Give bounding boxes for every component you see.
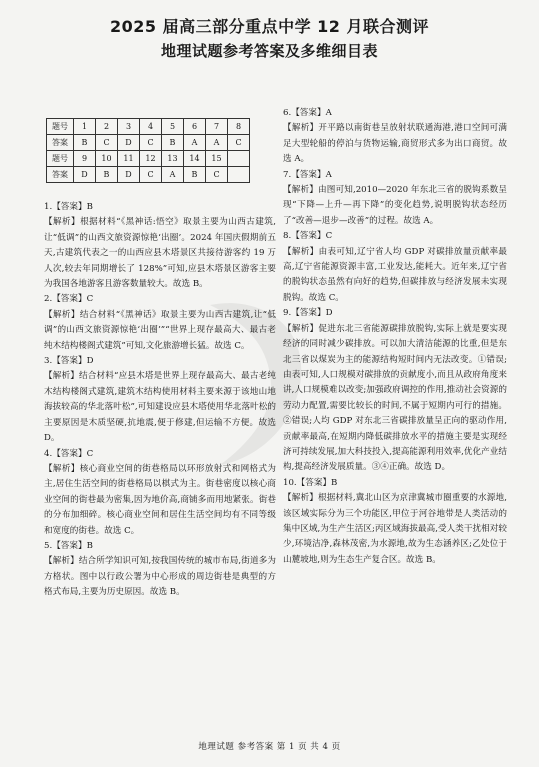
- explanation-paragraph: 【解析】促进东北三省能源碳排放脱钩,实际上就是要实现经济的同时减少碳排放。可以加大清洁能源的比重,但是东北三省以煤炭为主的能源结构短时间内无法改变。①错误;由表可知,人口规模对碳排放的贡献度小,而且从政府角度来讲,人口规模难以改变;加强政府调控的作用,推动社会资源的劳动力配置,需要比较长的时间,不属于短期内可行的措施。②错误;人均 GDP 对东北三省碳排放量呈正向的驱动作用,贡献率最高,在短期内降低碳排放水平的措施主要是实现经济可持续发展,加大科技投入,提高能源利用效率,优化产业结构,提高经济发展质量。③④正确。故选 D。: [283, 323, 507, 473]
- table-cell: B: [96, 167, 118, 183]
- table-cell: 4: [140, 119, 162, 135]
- table-cell: 6: [184, 119, 206, 135]
- right-column: [283, 106, 507, 568]
- table-cell: [228, 151, 250, 167]
- table-cell: [228, 167, 250, 183]
- table-cell: B: [162, 135, 184, 151]
- table-cell: 14: [184, 151, 206, 167]
- answer-heading: 10.【答案】B: [283, 477, 338, 488]
- answer-heading: 1.【答案】B: [44, 202, 93, 212]
- table-row: [47, 167, 250, 183]
- table-cell: A: [184, 135, 206, 151]
- explanation-paragraph: 【解析】结合材料“《黑神话》取景主要为山西古建筑,让“低调”的山西文旅资源惊艳‘出圈’”“世界上现存最高大、最古老纯木结构楼阁式建筑”可知,文化旅游增长猛。故选 C。: [44, 309, 276, 351]
- document-title: 2025 届高三部分重点中学 12 月联合测评: [109, 17, 429, 36]
- table-header-cell: 题号: [47, 151, 74, 167]
- answer-heading: 5.【答案】B: [44, 540, 93, 551]
- table-cell: 10: [96, 151, 118, 167]
- table-cell: 2: [96, 119, 118, 135]
- table-header-cell: 题号: [47, 119, 74, 135]
- left-column: [44, 200, 276, 601]
- explanation-paragraph: 【解析】根据材料“《黑神话:悟空》取景主要为山西古建筑,让“低调”的山西文旅资源惊艳‘出圈’。2024 年国庆假期前五天,古建筑代表之一的山西应县木塔景区共接待游客约 19 万人次,较去年同期增长了 128%”可知,应县木塔景区游客主要为我国各地游客且游客数量较大。故选 B。: [44, 217, 276, 290]
- table-cell: D: [118, 167, 140, 183]
- table-cell: D: [74, 167, 96, 183]
- explanation-paragraph: 【解析】根据材料,冀北山区为京津冀城市圈重要的水源地,该区域实际分为三个功能区,甲位于河谷地带是人类活动的集中区域,为生产生活区;丙区域海拔最高,受人类干扰相对较少,环境洁净,森林茂密,为水源地,故为生态涵养区;乙处位于山麓坡地,则为生态生产复合区。故选 B。: [283, 493, 507, 565]
- page-footer: 地理试题 参考答案 第 1 页 共 4 页: [198, 742, 341, 752]
- answer-heading: 4.【答案】C: [44, 448, 94, 459]
- explanation-paragraph: 【解析】结合所学知识可知,按我国传统的城市布局,街道多为方格状。图中以行政公署为中心形成的周边街巷是典型的方格式布局,主要为历史原因。故选 B。: [44, 556, 276, 598]
- table-cell: C: [206, 167, 228, 183]
- table-cell: D: [118, 135, 140, 151]
- explanation-paragraph: 【解析】结合材料“应县木塔是世界上现存最高大、最古老纯木结构楼阁式建筑,建筑木结构使用材料主要来源于该地山地海拔较高的华北落叶松”,可知建设应县木塔使用华北落叶松的主要原因是木质坚硬,抗地震,便于修建,但运输不方便。故选 D。: [44, 371, 276, 444]
- table-cell: 13: [162, 151, 184, 167]
- explanation-paragraph: 【解析】核心商业空间的街巷格局以环形放射式和网格式为主,居住生活空间的街巷格局以棋式为主。街巷密度以核心商业空间的街巷最为密集,因为地价高,商铺多而用地紧张。街巷的分布加细碎。核心商业空间和居住生活空间均有不同等级和宽度的街巷。故选 C。: [44, 463, 276, 536]
- table-cell: 7: [206, 119, 228, 135]
- answer-table: [46, 118, 250, 183]
- table-cell: C: [228, 135, 250, 151]
- table-cell: 9: [74, 151, 96, 167]
- table-cell: A: [162, 167, 184, 183]
- explanation-paragraph: 【解析】由图可知,2010—2020 年东北三省的脱钩系数呈现“下降—上升—再下降”的变化趋势,说明脱钩状态经历了“改善—退步—改善”的过程。故选 A。: [283, 185, 507, 226]
- table-cell: 1: [74, 119, 96, 135]
- answer-heading: 3.【答案】D: [44, 356, 94, 367]
- table-cell: C: [140, 167, 162, 183]
- answer-heading: 9.【答案】D: [283, 308, 333, 319]
- table-cell: 12: [140, 151, 162, 167]
- document-subtitle: 地理试题参考答案及多维细目表: [160, 42, 378, 60]
- table-cell: C: [96, 135, 118, 151]
- table-cell: B: [74, 135, 96, 151]
- table-row: [47, 135, 250, 151]
- answer-heading: 8.【答案】C: [283, 231, 333, 242]
- table-header-cell: 答案: [47, 167, 74, 183]
- table-cell: A: [206, 135, 228, 151]
- explanation-paragraph: 【解析】由表可知,辽宁省人均 GDP 对碳排放量贡献率最高,辽宁省能源资源丰富,工业发达,能耗大。近年来,辽宁省的脱钩状态虽然有向好的趋势,但碳排放与经济发展未实现脱钩。故选 C。: [283, 246, 507, 303]
- explanation-paragraph: 【解析】开平路以南街巷呈放射状联通海港,港口空间可满足大型轮船的停泊与货物运输,商贸形式多为出口商贸。故选 A。: [283, 123, 507, 165]
- table-cell: C: [140, 135, 162, 151]
- table-header-cell: 答案: [47, 135, 74, 151]
- table-cell: 3: [118, 119, 140, 135]
- table-cell: 8: [228, 119, 250, 135]
- answer-heading: 6.【答案】A: [283, 108, 332, 118]
- table-cell: B: [184, 167, 206, 183]
- table-row: [47, 119, 250, 135]
- table-cell: 11: [118, 151, 140, 167]
- table-cell: 5: [162, 119, 184, 135]
- answer-heading: 2.【答案】C: [44, 294, 94, 305]
- table-row: [47, 151, 250, 167]
- answer-heading: 7.【答案】A: [283, 169, 332, 180]
- table-cell: 15: [206, 151, 228, 167]
